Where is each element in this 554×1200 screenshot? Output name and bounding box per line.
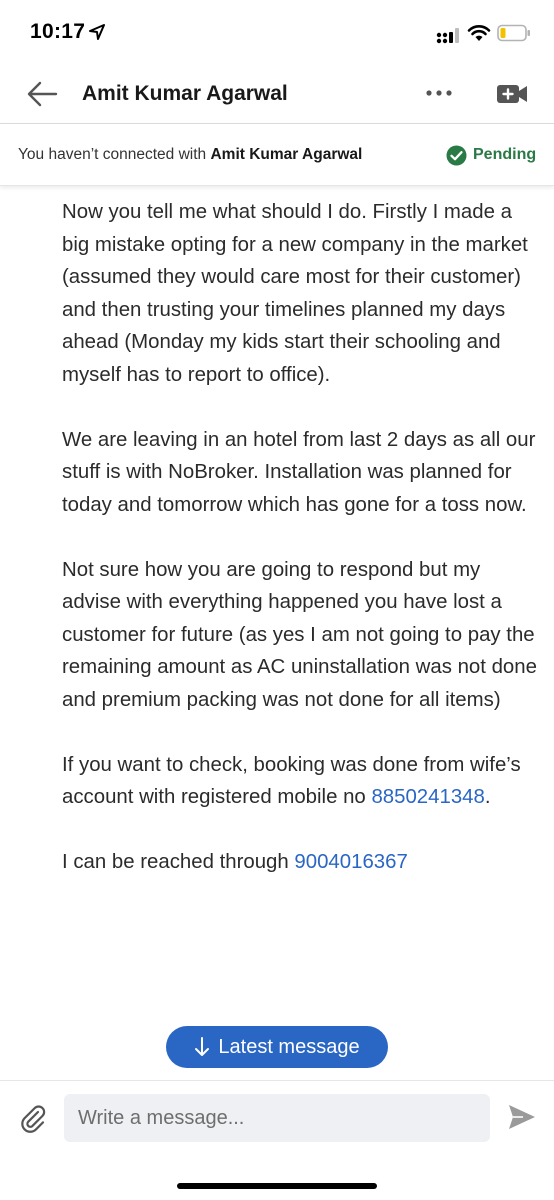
status-time: 10:17 [30, 20, 86, 43]
connection-notice-name: Amit Kumar Agarwal [210, 146, 363, 163]
more-options-icon[interactable] [424, 88, 454, 98]
message-paragraph-5 [62, 846, 542, 879]
connection-notice-prefix: You haven’t connected with [18, 146, 211, 163]
arrow-down-icon [194, 1037, 210, 1057]
message-paragraph-2: We are leaving in an hotel from last 2 days as all our stuff is with NoBroker. Installation was planned for today and tomorrow which has gone for a toss now. [62, 428, 536, 516]
connection-notice [18, 146, 362, 164]
contact-name-title[interactable]: Amit Kumar Agarwal [82, 82, 288, 105]
message-paragraph-4-text: If you want to check, booking was done from wife’s account with registered mobile no [62, 753, 521, 808]
message-paragraph-1: Now you tell me what should I do. Firstly I made a big mistake opting for a new company in the market (assumed they would care most for their customer) and then trusting your timelines planned my days ahead (Monday my kids start their schooling and myself has to report to office). [62, 201, 528, 386]
wifi-icon [467, 24, 491, 42]
status-bar [0, 0, 554, 66]
video-call-icon[interactable] [496, 82, 528, 106]
message-composer [0, 1080, 554, 1200]
phone-link-1[interactable]: 8850241348 [371, 786, 485, 808]
paperclip-icon[interactable] [18, 1103, 48, 1133]
latest-message-button[interactable] [166, 1026, 388, 1068]
check-circle-icon [446, 145, 467, 166]
message-paragraph-5-text: I can be reached through [62, 851, 295, 873]
message-body [62, 196, 542, 911]
battery-icon [497, 24, 531, 42]
latest-message-label: Latest message [218, 1035, 360, 1058]
back-arrow-icon[interactable] [26, 80, 58, 108]
message-paragraph-3: Not sure how you are going to respond but my advise with everything happened you have lost a customer for future (as yes I am not going to pay the remaining amount as AC uninstallation was not done and premium packing was not done for all items) [62, 558, 537, 711]
send-icon[interactable] [507, 1103, 537, 1131]
connection-banner [0, 124, 554, 186]
message-input[interactable] [64, 1094, 490, 1142]
cellular-signal-icon [436, 27, 462, 44]
message-paragraph-4 [62, 749, 542, 814]
pending-label: Pending [473, 146, 537, 163]
home-indicator [177, 1183, 377, 1189]
conversation-header [0, 66, 554, 124]
message-paragraph-4-end: . [484, 786, 491, 808]
phone-link-2[interactable]: 9004016367 [294, 851, 408, 873]
pending-status [446, 144, 536, 166]
location-arrow-icon [89, 24, 105, 40]
